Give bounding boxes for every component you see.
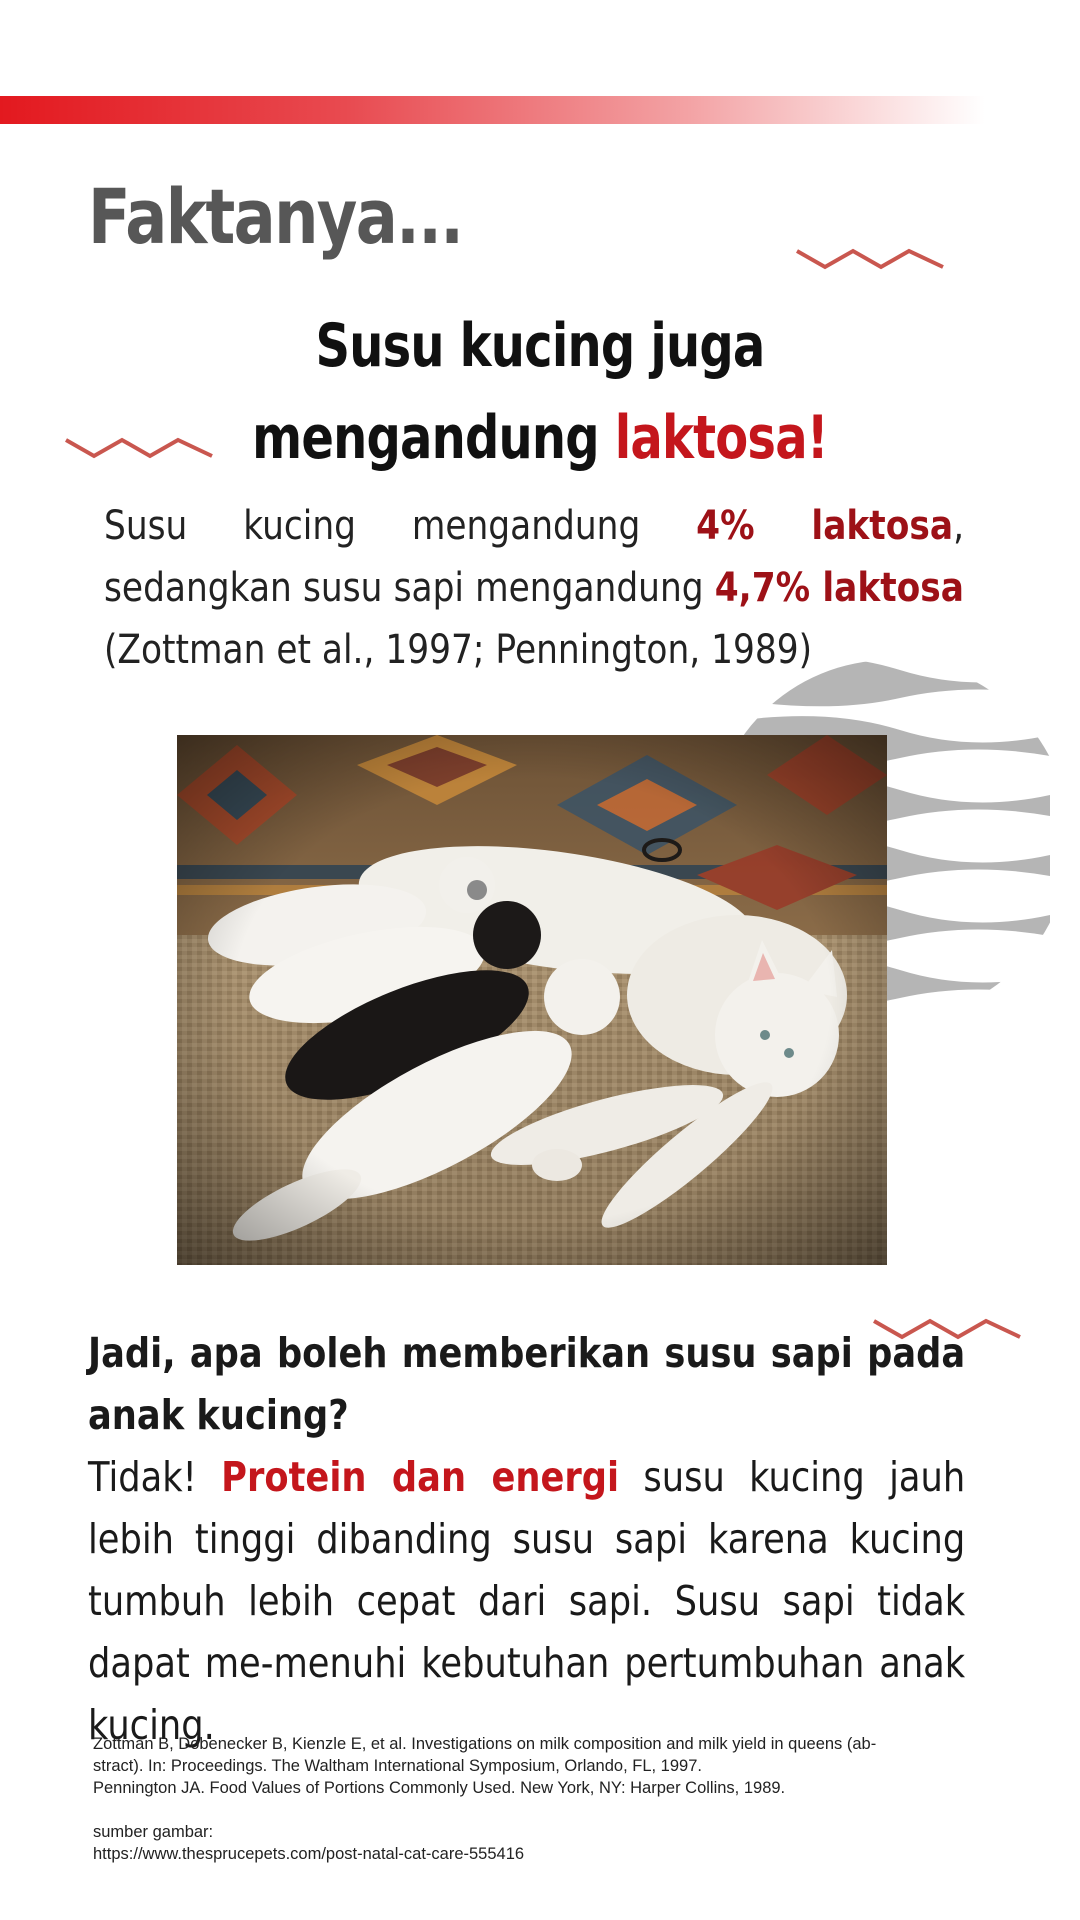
cat-nursing-kittens-photo — [177, 735, 887, 1265]
answer-prefix: Tidak! — [88, 1453, 222, 1501]
fact-text-2: , sedangkan susu sapi mengandung — [104, 503, 965, 611]
subtitle-highlight-laktosa: laktosa! — [614, 403, 828, 473]
references-block — [93, 1733, 983, 1865]
fact-text-3: (Zottman et al., 1997; Pennington, 1989) — [104, 627, 813, 673]
zigzag-decoration-top-right — [795, 243, 945, 273]
image-source-url: https://www.thesprucepets.com/post-natal-cat-care-555416 — [93, 1845, 525, 1863]
cat-photo-illustration — [177, 735, 887, 1265]
answer-paragraph — [88, 1446, 965, 1756]
fact-text-1: Susu kucing mengandung — [104, 503, 697, 549]
reference-1-line-2: stract). In: Proceedings. The Waltham International Symposium, Orlando, FL, 1997. — [93, 1757, 702, 1775]
references-spacer — [93, 1799, 983, 1821]
fact-highlight-cat-lactose: 4% laktosa — [696, 503, 954, 549]
fact-highlight-cow-lactose: 4,7% laktosa — [714, 565, 964, 611]
answer-highlight-protein: Protein dan energi — [221, 1453, 620, 1501]
answer-rest: susu kucing jauh lebih tinggi dibanding susu sapi karena kucing tumbuh lebih cepat dari sapi. Susu sapi tidak dapat me-menuhi kebutuhan pertumbuhan anak kucing. — [88, 1453, 966, 1749]
subtitle-line-2 — [108, 392, 972, 484]
top-accent-bar — [0, 96, 985, 124]
subtitle-line-2-prefix: mengandung — [252, 403, 615, 473]
subtitle — [0, 300, 1080, 484]
question-answer-block — [88, 1322, 965, 1756]
reference-1-line-1: Zottman B, Dobenecker B, Kienzle E, et al. Investigations on milk composition and milk yield in queens (ab- — [93, 1735, 877, 1753]
image-source-label: sumber gambar: — [93, 1823, 214, 1841]
heading-faktanya: Faktanya... — [88, 172, 463, 261]
reference-2: Pennington JA. Food Values of Portions Commonly Used. New York, NY: Harper Collins, 1989. — [93, 1779, 786, 1797]
subtitle-line-1: Susu kucing juga — [315, 311, 765, 381]
question-title: Jadi, apa boleh memberikan susu sapi pada anak kucing? — [88, 1329, 966, 1439]
